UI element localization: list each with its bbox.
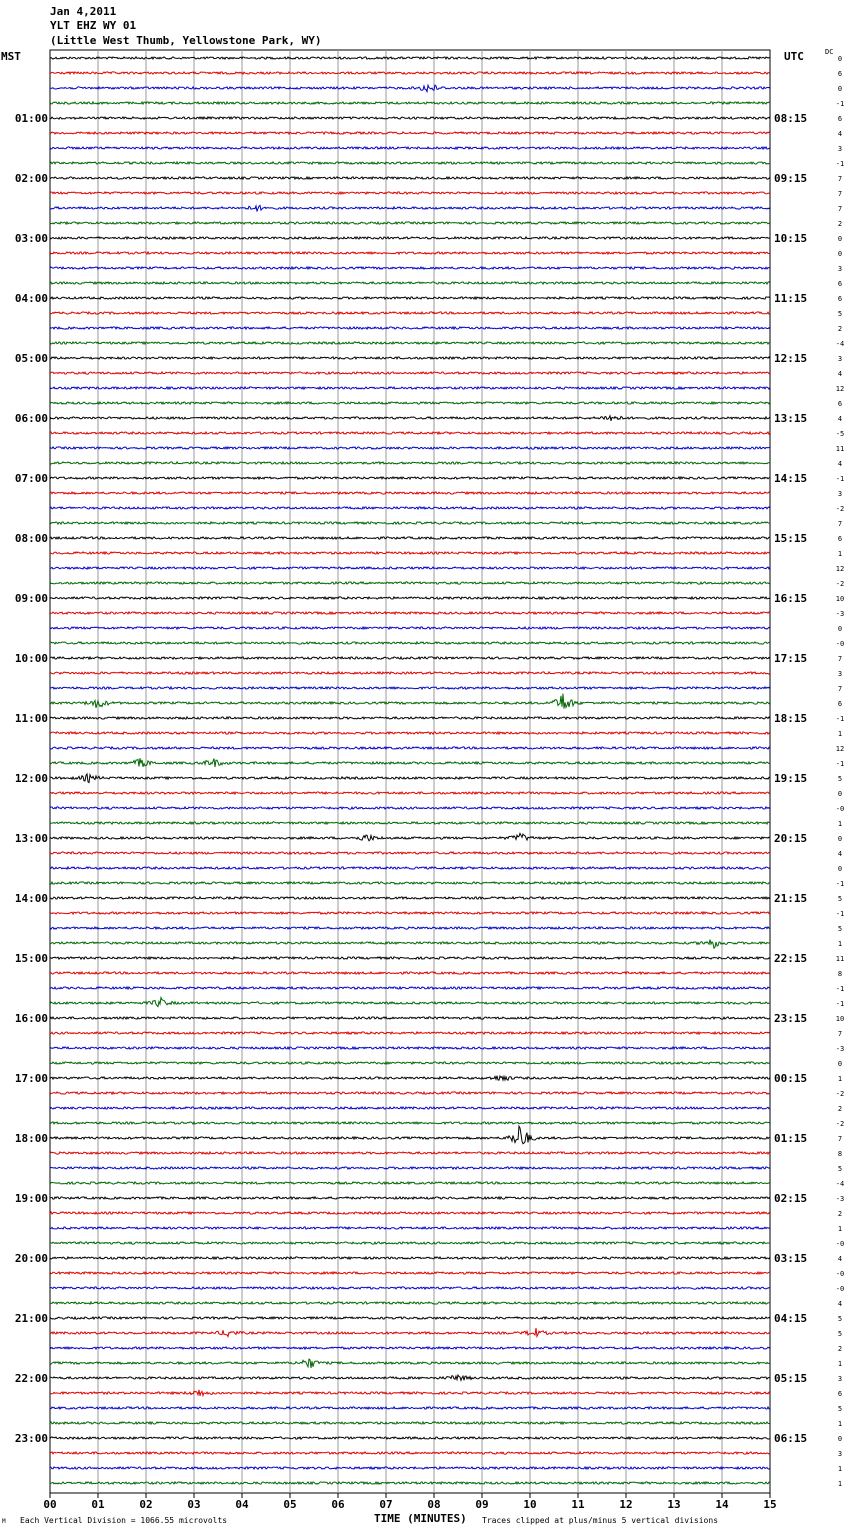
trace-line	[50, 1227, 770, 1229]
right-hour-label: 20:15	[774, 832, 808, 845]
dc-offset-value: 1	[837, 1360, 843, 1368]
dc-offset-value: 6	[837, 535, 843, 543]
dc-offset-value: 1	[837, 940, 843, 948]
trace-line	[50, 987, 770, 989]
left-hour-label: 23:00	[14, 1432, 48, 1445]
x-tick-label: 03	[187, 1498, 201, 1511]
left-hour-label: 05:00	[14, 352, 48, 365]
x-tick-label: 08	[427, 1498, 441, 1511]
dc-offset-value: -4	[835, 340, 845, 348]
x-tick-label: 01	[91, 1498, 105, 1511]
left-hour-label: 17:00	[14, 1072, 48, 1085]
dc-offset-value: 5	[837, 310, 843, 318]
dc-offset-value: -5	[835, 430, 845, 438]
trace-line	[50, 312, 770, 314]
trace-line	[50, 912, 770, 914]
right-hour-label: 04:15	[774, 1312, 808, 1325]
right-hour-label: 09:15	[774, 172, 808, 185]
trace-line	[50, 492, 770, 494]
dc-offset-value: 7	[837, 520, 843, 528]
x-tick-label: 14	[715, 1498, 729, 1511]
dc-offset-value: 0	[837, 835, 843, 843]
left-hour-label: 04:00	[14, 292, 48, 305]
trace-line	[50, 694, 770, 709]
dc-offset-value: 5	[837, 895, 843, 903]
scale-note: Each Vertical Division = 1066.55 microvolts	[20, 1516, 228, 1525]
trace-line	[50, 1467, 770, 1469]
dc-offset-value: 6	[837, 280, 843, 288]
trace-line	[50, 852, 770, 854]
left-hour-label: 21:00	[14, 1312, 48, 1325]
trace-line	[50, 297, 770, 299]
trace-line	[50, 582, 770, 584]
trace-line	[50, 162, 770, 164]
dc-offset-value: 1	[837, 1075, 843, 1083]
x-tick-label: 07	[379, 1498, 393, 1511]
right-hour-label: 08:15	[774, 112, 808, 125]
dc-offset-value: -0	[835, 1240, 845, 1248]
left-hour-label: 20:00	[14, 1252, 48, 1265]
dc-offset-value: -0	[835, 1270, 845, 1278]
trace-line	[50, 1126, 770, 1144]
trace-line	[50, 1437, 770, 1439]
left-hour-label: 08:00	[14, 532, 48, 545]
trace-line	[50, 1422, 770, 1424]
dc-offset-value: -3	[835, 610, 845, 618]
trace-line	[50, 117, 770, 119]
trace-line	[50, 1407, 770, 1409]
left-hour-label: 16:00	[14, 1012, 48, 1025]
trace-line	[50, 882, 770, 884]
trace-line	[50, 758, 770, 767]
trace-line	[50, 222, 770, 224]
left-hour-label: 12:00	[14, 772, 48, 785]
right-hour-label: 00:15	[774, 1072, 808, 1085]
dc-offset-value: 1	[837, 730, 843, 738]
trace-line	[50, 957, 770, 959]
trace-line	[50, 402, 770, 404]
trace-line	[50, 447, 770, 449]
dc-offset-value: 3	[837, 1375, 843, 1383]
station-location: (Little West Thumb, Yellowstone Park, WY)	[50, 34, 322, 47]
dc-offset-value: 0	[837, 55, 843, 63]
right-timezone-label: UTC	[784, 50, 804, 63]
x-tick-label: 15	[763, 1498, 777, 1511]
dc-offset-value: 5	[837, 775, 843, 783]
right-hour-label: 14:15	[774, 472, 808, 485]
dc-offset-value: 6	[837, 1390, 843, 1398]
dc-offset-value: 5	[837, 1315, 843, 1323]
trace-line	[50, 85, 770, 91]
left-timezone-label: MST	[1, 50, 21, 63]
right-hour-label: 11:15	[774, 292, 808, 305]
dc-offset-value: -2	[835, 505, 845, 513]
dc-offset-value: 6	[837, 70, 843, 78]
dc-offset-value: 4	[837, 1300, 843, 1308]
trace-line	[50, 1390, 770, 1396]
dc-offset-value: -1	[835, 760, 845, 768]
dc-offset-value: -0	[835, 640, 845, 648]
dc-offset-value: 4	[837, 415, 843, 423]
trace-line	[50, 1076, 770, 1081]
trace-line	[50, 642, 770, 644]
dc-offset-value: 6	[837, 700, 843, 708]
trace-line	[50, 597, 770, 599]
dc-offset-value: 2	[837, 1210, 843, 1218]
x-tick-label: 13	[667, 1498, 681, 1511]
x-tick-label: 11	[571, 1498, 585, 1511]
right-hour-label: 17:15	[774, 652, 808, 665]
trace-line	[50, 998, 770, 1007]
trace-line	[50, 1017, 770, 1019]
trace-line	[50, 1328, 770, 1337]
trace-line	[50, 1167, 770, 1169]
trace-line	[50, 1152, 770, 1154]
trace-line	[50, 1302, 770, 1304]
station-code: YLT EHZ WY 01	[50, 19, 137, 32]
trace-line	[50, 72, 770, 74]
left-hour-label: 07:00	[14, 472, 48, 485]
trace-line	[50, 687, 770, 689]
left-hour-label: 19:00	[14, 1192, 48, 1205]
dc-offset-value: -2	[835, 580, 845, 588]
trace-line	[50, 342, 770, 344]
dc-offset-value: 5	[837, 1165, 843, 1173]
trace-line	[50, 327, 770, 329]
dc-offset-value: 2	[837, 1345, 843, 1353]
dc-offset-value: 1	[837, 820, 843, 828]
dc-offset-value: 7	[837, 685, 843, 693]
dc-offset-value: 3	[837, 145, 843, 153]
left-hour-label: 01:00	[14, 112, 48, 125]
trace-line	[50, 1197, 770, 1199]
dc-offset-value: 7	[837, 190, 843, 198]
dc-offset-value: -0	[835, 805, 845, 813]
right-hour-label: 22:15	[774, 952, 808, 965]
x-tick-label: 05	[283, 1498, 297, 1511]
trace-line	[50, 792, 770, 794]
dc-offset-value: 4	[837, 460, 843, 468]
dc-offset-value: 12	[835, 565, 845, 573]
trace-line	[50, 1347, 770, 1349]
right-hour-label: 13:15	[774, 412, 808, 425]
trace-line	[50, 132, 770, 134]
dc-offset-value: 5	[837, 1405, 843, 1413]
trace-line	[50, 1092, 770, 1094]
trace-line	[50, 940, 770, 949]
dc-offset-value: 7	[837, 1135, 843, 1143]
dc-offset-value: -4	[835, 1180, 845, 1188]
dc-offset-value: 2	[837, 220, 843, 228]
right-hour-label: 06:15	[774, 1432, 808, 1445]
trace-line	[50, 672, 770, 674]
dc-offset-value: 0	[837, 790, 843, 798]
dc-offset-value: -1	[835, 715, 845, 723]
dc-offset-value: 0	[837, 865, 843, 873]
trace-line	[50, 192, 770, 194]
trace-line	[50, 267, 770, 269]
trace-line	[50, 1482, 770, 1484]
right-hour-label: 10:15	[774, 232, 808, 245]
dc-offset-value: 5	[837, 1330, 843, 1338]
trace-line	[50, 567, 770, 569]
trace-line	[50, 205, 770, 211]
dc-offset-value: 6	[837, 295, 843, 303]
trace-line	[50, 897, 770, 899]
plot-frame	[50, 50, 770, 1493]
trace-line	[50, 807, 770, 809]
trace-line	[50, 1122, 770, 1124]
dc-offset-value: 12	[835, 745, 845, 753]
trace-line	[50, 717, 770, 719]
trace-line	[50, 822, 770, 824]
clip-note: Traces clipped at plus/minus 5 vertical divisions	[482, 1516, 719, 1525]
trace-line	[50, 1032, 770, 1034]
trace-line	[50, 747, 770, 749]
dc-offset-value: -2	[835, 1120, 845, 1128]
x-tick-label: 00	[43, 1498, 57, 1511]
trace-line	[50, 177, 770, 179]
trace-line	[50, 1257, 770, 1259]
trace-line	[50, 357, 770, 359]
trace-line	[50, 1359, 770, 1368]
trace-line	[50, 102, 770, 104]
trace-line	[50, 507, 770, 509]
dc-offset-value: 7	[837, 655, 843, 663]
left-hour-label: 06:00	[14, 412, 48, 425]
dc-offset-value: 3	[837, 490, 843, 498]
trace-line	[50, 147, 770, 149]
trace-line	[50, 1375, 770, 1380]
dc-offset-value: 1	[837, 1465, 843, 1473]
right-hour-label: 03:15	[774, 1252, 808, 1265]
dc-offset-value: 1	[837, 1225, 843, 1233]
right-hour-label: 23:15	[774, 1012, 808, 1025]
left-hour-label: 15:00	[14, 952, 48, 965]
x-tick-label: 04	[235, 1498, 249, 1511]
dc-offset-value: -0	[835, 1285, 845, 1293]
trace-line	[50, 1212, 770, 1214]
left-hour-label: 22:00	[14, 1372, 48, 1385]
trace-line	[50, 1107, 770, 1109]
dc-offset-value: 0	[837, 85, 843, 93]
trace-line	[50, 57, 770, 59]
trace-line	[50, 537, 770, 539]
left-hour-label: 03:00	[14, 232, 48, 245]
trace-line	[50, 522, 770, 524]
dc-offset-value: 0	[837, 1435, 843, 1443]
trace-line	[50, 1242, 770, 1244]
dc-offset-header: DC	[825, 48, 834, 56]
dc-offset-value: 4	[837, 850, 843, 858]
dc-offset-value: 0	[837, 235, 843, 243]
minute-grid	[50, 50, 770, 1493]
axis-labels	[15, 55, 844, 1511]
dc-offset-value: -1	[835, 160, 845, 168]
trace-line	[50, 612, 770, 614]
dc-offset-value: -1	[835, 100, 845, 108]
dc-offset-value: 3	[837, 1450, 843, 1458]
dc-offset-value: -3	[835, 1045, 845, 1053]
trace-line	[50, 432, 770, 434]
dc-offset-value: 8	[837, 970, 843, 978]
plot-date: Jan 4,2011	[50, 5, 117, 18]
trace-line	[50, 1182, 770, 1184]
trace-line	[50, 237, 770, 239]
trace-line	[50, 372, 770, 374]
left-hour-label: 09:00	[14, 592, 48, 605]
dc-offset-value: -1	[835, 475, 845, 483]
right-hour-label: 18:15	[774, 712, 808, 725]
trace-line	[50, 416, 770, 421]
right-hour-label: 16:15	[774, 592, 808, 605]
right-hour-label: 02:15	[774, 1192, 808, 1205]
trace-line	[50, 867, 770, 869]
dc-offset-value: 0	[837, 625, 843, 633]
x-tick-label: 02	[139, 1498, 153, 1511]
dc-offset-value: 11	[835, 445, 845, 453]
dc-offset-value: -1	[835, 880, 845, 888]
dc-offset-value: 8	[837, 1150, 843, 1158]
dc-offset-value: -1	[835, 1000, 845, 1008]
left-hour-label: 14:00	[14, 892, 48, 905]
dc-offset-value: 10	[835, 1015, 845, 1023]
x-axis-label: TIME (MINUTES)	[374, 1512, 467, 1525]
trace-line	[50, 774, 770, 783]
trace-line	[50, 477, 770, 479]
trace-line	[50, 927, 770, 929]
trace-line	[50, 833, 770, 840]
dc-offset-value: -1	[835, 985, 845, 993]
x-tick-label: 10	[523, 1498, 537, 1511]
trace-line	[50, 1317, 770, 1319]
right-hour-label: 01:15	[774, 1132, 808, 1145]
dc-offset-value: 2	[837, 325, 843, 333]
dc-offset-value: 7	[837, 1030, 843, 1038]
right-hour-label: 12:15	[774, 352, 808, 365]
trace-line	[50, 1272, 770, 1274]
right-hour-label: 15:15	[774, 532, 808, 545]
trace-line	[50, 282, 770, 284]
dc-offset-value: 10	[835, 595, 845, 603]
dc-offset-value: 6	[837, 400, 843, 408]
dc-offset-value: 5	[837, 925, 843, 933]
dc-offset-value: 3	[837, 670, 843, 678]
dc-offset-value: 3	[837, 265, 843, 273]
trace-line	[50, 1047, 770, 1049]
left-hour-label: 13:00	[14, 832, 48, 845]
left-hour-label: 10:00	[14, 652, 48, 665]
x-tick-label: 06	[331, 1498, 345, 1511]
dc-offset-value: -2	[835, 1090, 845, 1098]
dc-offset-value: 4	[837, 1255, 843, 1263]
dc-offset-value: -1	[835, 910, 845, 918]
dc-offset-value: 1	[837, 1420, 843, 1428]
trace-line	[50, 552, 770, 554]
dc-offset-value: 1	[837, 1480, 843, 1488]
dc-offset-value: -3	[835, 1195, 845, 1203]
left-hour-label: 11:00	[14, 712, 48, 725]
trace-line	[50, 627, 770, 629]
trace-line	[50, 657, 770, 659]
dc-offset-value: 3	[837, 355, 843, 363]
dc-offset-value: 2	[837, 1105, 843, 1113]
dc-offset-value: 4	[837, 370, 843, 378]
right-hour-label: 21:15	[774, 892, 808, 905]
trace-line	[50, 972, 770, 974]
trace-line	[50, 252, 770, 254]
left-hour-label: 02:00	[14, 172, 48, 185]
trace-line	[50, 732, 770, 734]
dc-offset-value: 11	[835, 955, 845, 963]
trace-line	[50, 462, 770, 464]
right-hour-label: 05:15	[774, 1372, 808, 1385]
dc-offset-value: 12	[835, 385, 845, 393]
dc-offset-value: 6	[837, 115, 843, 123]
dc-offset-value: 0	[837, 1060, 843, 1068]
left-hour-label: 18:00	[14, 1132, 48, 1145]
dc-offset-value: 0	[837, 250, 843, 258]
dc-offset-value: 7	[837, 205, 843, 213]
corner-mark: M	[2, 1518, 6, 1525]
right-hour-label: 19:15	[774, 772, 808, 785]
dc-offset-value: 7	[837, 175, 843, 183]
dc-offset-value: 1	[837, 550, 843, 558]
x-tick-label: 12	[619, 1498, 633, 1511]
trace-line	[50, 1062, 770, 1064]
x-tick-label: 09	[475, 1498, 489, 1511]
trace-line	[50, 1287, 770, 1289]
seismic-traces	[50, 57, 770, 1484]
trace-line	[50, 1452, 770, 1454]
trace-line	[50, 387, 770, 389]
dc-offset-value: 4	[837, 130, 843, 138]
